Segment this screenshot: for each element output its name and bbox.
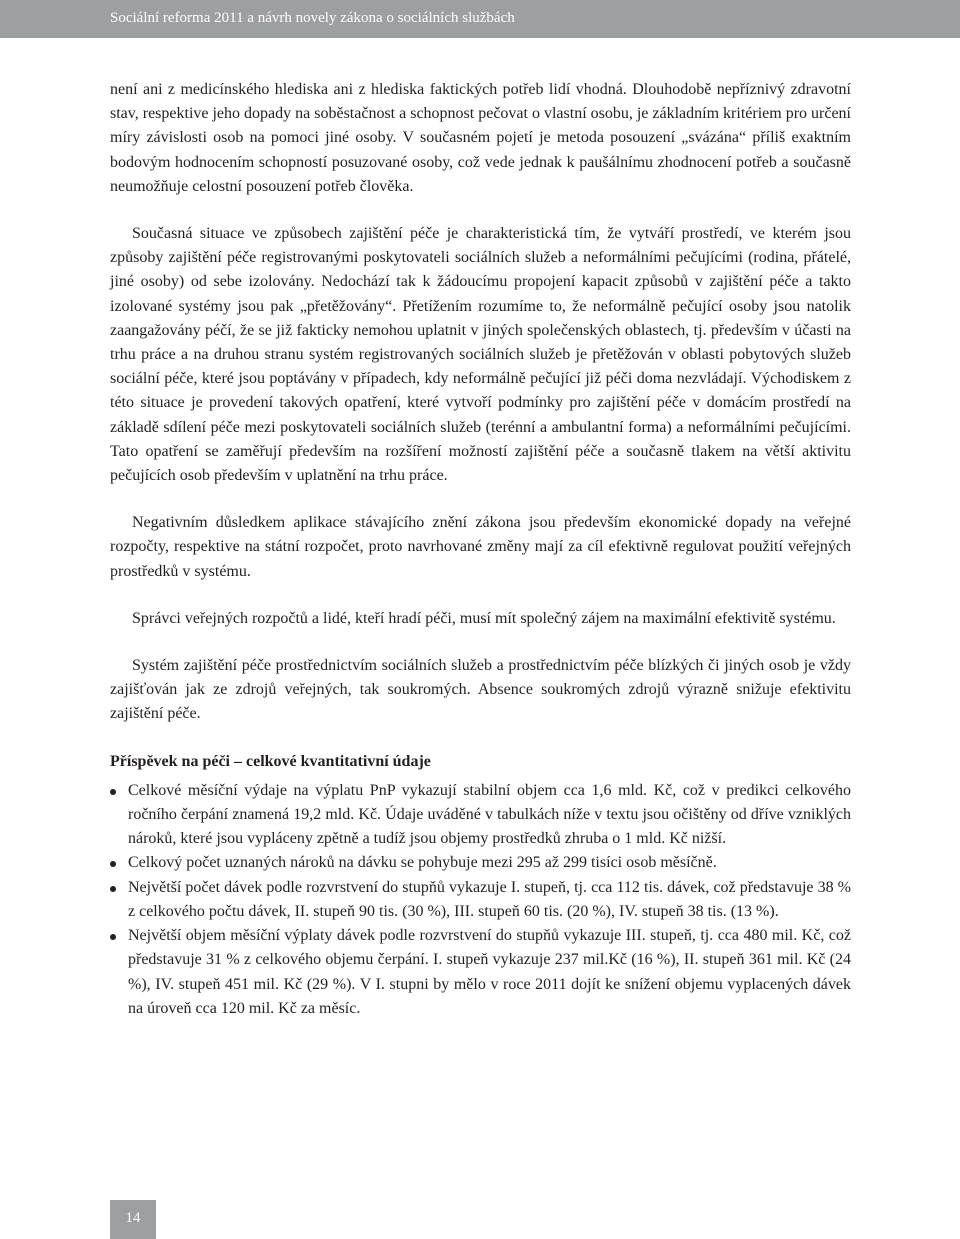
bullet-text: Celkové měsíční výdaje na výplatu PnP vykazují stabilní objem cca 1,6 mld. Kč, což v predikci celkového ročního čerpání znamená 19,2 mld. Kč. Údaje uváděné v tabulkách níže v textu jsou očištěny od dříve vzniklých nároků, které jsou vypláceny zpětně a tudíž jsou objemy prostředků zhruba o 1 mld. Kč nižší. [128,781,851,848]
page-body [110,78,851,1021]
bullet-text: Největší objem měsíční výplaty dávek podle rozvrstvení do stupňů vykazuje III. stupeň, tj. cca 480 mil. Kč, což představuje 31 % z celkového objemu čerpání. I. stupeň vykazuje 237 mil.Kč (16 %), II. stupeň 361 mil. Kč (24 %), IV. stupeň 451 mil. Kč (29 %). V I. stupni by mělo v roce 2011 dojít ke snížení objemu vyplacených dávek na úroveň cca 120 mil. Kč za měsíc. [128,927,851,1017]
body-paragraph: Současná situace ve způsobech zajištění péče je charakteristická tím, že vytváří prostředí, ve kterém jsou způsoby zajištění péče registrovanými poskytovateli sociálních služeb a neformálními pečujícími (rodina, přátelé, jiné osoby) od sebe izolovány. Nedochází tak k žádoucímu propojení kapacit způsobů v zajištění péče a takto izolované systémy jsou pak „přetěžovány“. Přetížením rozumíme to, že neformálně pečující osoby jsou natolik zaangažovány péčí, že se již fakticky nemohou uplatnit v jiných společenských oblastech, tj. především v účasti na trhu práce a na druhou stranu systém registrovaných sociálních služeb je přetěžován v oblasti pobytových služeb sociální péče, které jsou poptávány v případech, kdy neformálně pečující již péči doma nezvládají. Východiskem z této situace je provedení takových opatření, které vytvoří podmínky pro zajištění péče v domácím prostředí na základě sdílení péče mezi poskytovateli sociálních služeb (terénní a ambulantní forma) a neformálními pečujícími. Tato opatření se zaměřují především na rozšíření možností zajištění péče a současně tlakem na větší aktivitu pečujících osob především v uplatnění na trhu práce. [110,225,851,485]
bullet-item [110,876,851,924]
bullet-item [110,779,851,852]
bullet-list [110,779,851,1021]
bullet-icon [110,934,116,940]
body-paragraph: Negativním důsledkem aplikace stávajícího znění zákona jsou především ekonomické dopady na veřejné rozpočty, respektive na státní rozpočet, proto navrhované změny mají za cíl efektivně regulovat použití veřejných prostředků v systému. [110,514,851,580]
page-number-box [110,1200,156,1239]
page-number: 14 [125,1210,141,1226]
bullet-item [110,851,851,875]
body-paragraph: Správci veřejných rozpočtů a lidé, kteří hradí péči, musí mít společný zájem na maximální efektivitě systému. [132,609,836,627]
section-heading: Příspěvek na péči – celkové kvantitativní údaje [110,752,431,770]
bullet-item [110,924,851,1021]
running-header-title: Sociální reforma 2011 a návrh novely zákona o sociálních službách [110,10,515,26]
bullet-text: Největší počet dávek podle rozvrstvení do stupňů vykazuje I. stupeň, tj. cca 112 tis. dávek, což představuje 38 % z celkového počtu dávek, II. stupeň 90 tis. (30 %), III. stupeň 60 tis. (20 %), IV. stupeň 38 tis. (13 %). [128,878,851,920]
bullet-icon [110,789,116,795]
body-paragraph: Systém zajištění péče prostřednictvím sociálních služeb a prostřednictvím péče blízkých či jiných osob je vždy zajišťován jak ze zdrojů veřejných, tak soukromých. Absence soukromých zdrojů výrazně snižuje efektivitu zajištění péče. [110,657,851,723]
bullet-icon [110,861,116,867]
running-header [0,0,960,38]
bullet-icon [110,886,116,892]
bullet-text: Celkový počet uznaných nároků na dávku se pohybuje mezi 295 až 299 tisíci osob měsíčně. [128,854,717,872]
body-paragraph: není ani z medicínského hlediska ani z hlediska faktických potřeb lidí vhodná. Dlouhodobě nepříznivý zdravotní stav, respektive jeho dopady na soběstačnost a schopnost pečovat o vlastní osobu, je základním kritériem pro určení míry závislosti osob na pomoci jiné osoby. V současném pojetí je metoda posouzení „svázána“ příliš exaktním bodovým hodnocením schopností posuzované osoby, což vede jednak k paušálnímu zhodnocení potřeb a současně neumožňuje celostní posouzení potřeb člověka. [110,81,851,195]
